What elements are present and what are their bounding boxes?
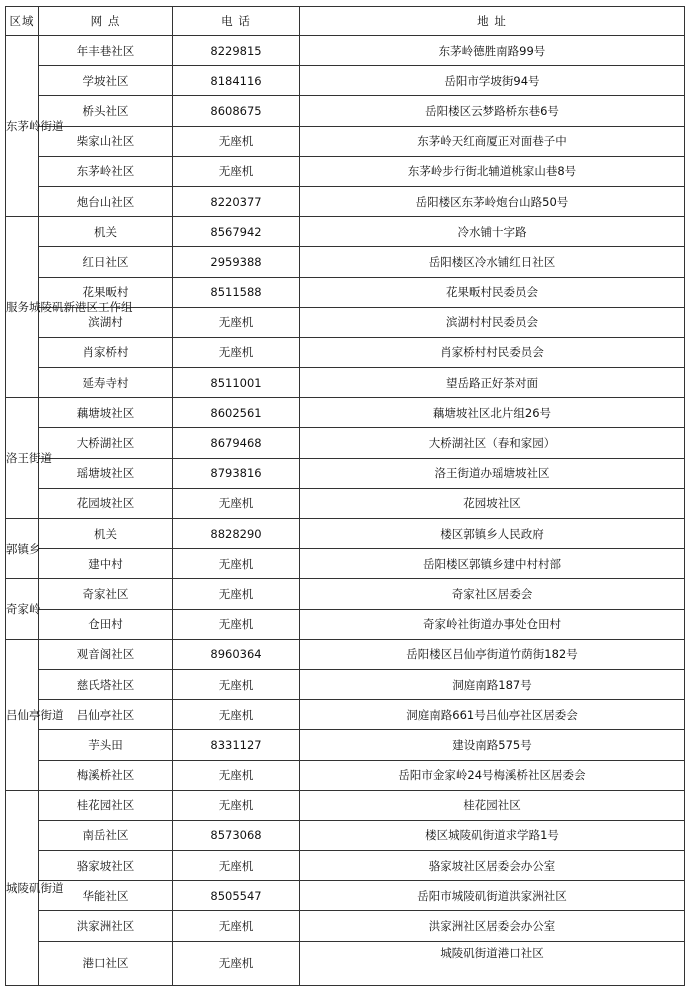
phone-cell: 无座机 [173, 126, 300, 156]
outlet-cell: 花园坡社区 [39, 488, 173, 518]
phone-cell: 无座机 [173, 307, 300, 337]
area-cell [6, 639, 64, 790]
phone-cell: 8505547 [173, 881, 300, 911]
address-cell: 岳阳市金家岭24号梅溪桥社区居委会 [300, 760, 685, 790]
address-cell: 肖家桥村村民委员会 [300, 337, 685, 367]
table-row [6, 368, 685, 398]
address-cell: 楼区城陵矶街道求学路1号 [300, 820, 685, 850]
phone-cell: 无座机 [173, 579, 300, 609]
table-row [6, 609, 685, 639]
address-cell: 岳阳楼区冷水铺红日社区 [300, 247, 685, 277]
outlet-cell: 红日社区 [39, 247, 173, 277]
phone-cell: 8960364 [173, 639, 300, 669]
phone-cell: 无座机 [173, 760, 300, 790]
area-label: 东茅岭街道 [6, 119, 64, 134]
phone-cell: 8602561 [173, 398, 300, 428]
table-row [6, 700, 685, 730]
address-cell: 东茅岭步行街北辅道桃家山巷8号 [300, 156, 685, 186]
outlet-cell: 慈氏塔社区 [39, 669, 173, 699]
phone-cell: 8511001 [173, 368, 300, 398]
table-row [6, 126, 685, 156]
address-cell: 骆家坡社区居委会办公室 [300, 851, 685, 881]
phone-cell: 8229815 [173, 36, 300, 66]
address-cell: 洞庭南路187号 [300, 669, 685, 699]
outlet-cell: 观音阁社区 [39, 639, 173, 669]
table-row [6, 488, 685, 518]
area-cell [6, 398, 52, 519]
table-row [6, 881, 685, 911]
phone-cell: 2959388 [173, 247, 300, 277]
area-label: 吕仙亭街道 [6, 707, 64, 722]
header-area: 区域 [6, 7, 39, 36]
table-row [6, 669, 685, 699]
table-row [6, 549, 685, 579]
outlet-cell: 瑶塘坡社区 [39, 458, 173, 488]
address-cell: 奇家社区居委会 [300, 579, 685, 609]
outlet-cell: 仓田村 [39, 609, 173, 639]
table-row [6, 579, 685, 609]
address-cell: 花园坡社区 [300, 488, 685, 518]
outlet-cell: 桥头社区 [39, 96, 173, 126]
address-cell: 建设南路575号 [300, 730, 685, 760]
table-row [6, 458, 685, 488]
outlet-cell: 吕仙亭社区 [39, 700, 173, 730]
address-cell: 城陵矶街道港口社区 [300, 941, 685, 985]
header-outlet: 网 点 [39, 7, 173, 36]
outlet-cell: 桂花园社区 [39, 790, 173, 820]
phone-cell: 无座机 [173, 790, 300, 820]
area-label: 洛王街道 [6, 451, 52, 466]
table-row [6, 66, 685, 96]
outlet-cell: 奇家社区 [39, 579, 173, 609]
header-address: 地 址 [300, 7, 685, 36]
area-label: 城陵矶街道 [6, 880, 64, 895]
address-cell: 大桥湖社区（春和家园） [300, 428, 685, 458]
phone-cell: 无座机 [173, 609, 300, 639]
address-cell: 岳阳楼区云梦路桥东巷6号 [300, 96, 685, 126]
table-row [6, 428, 685, 458]
outlet-cell: 肖家桥村 [39, 337, 173, 367]
outlet-cell: 机关 [39, 519, 173, 549]
table-row [6, 730, 685, 760]
outlet-cell: 机关 [39, 217, 173, 247]
outlet-cell: 芋头田 [39, 730, 173, 760]
outlet-cell: 延寿寺村 [39, 368, 173, 398]
outlet-cell: 滨湖村 [39, 307, 173, 337]
area-label: 郭镇乡 [6, 541, 41, 556]
outlet-cell: 建中村 [39, 549, 173, 579]
address-cell: 岳阳市城陵矶街道洪家洲社区 [300, 881, 685, 911]
table-row [6, 156, 685, 186]
phone-cell: 8608675 [173, 96, 300, 126]
address-cell: 洪家洲社区居委会办公室 [300, 911, 685, 941]
table-row [6, 96, 685, 126]
phone-cell: 8331127 [173, 730, 300, 760]
address-cell: 岳阳楼区郭镇乡建中村村部 [300, 549, 685, 579]
address-cell: 楼区郭镇乡人民政府 [300, 519, 685, 549]
address-cell: 冷水铺十字路 [300, 217, 685, 247]
address-cell: 奇家岭社街道办事处仓田村 [300, 609, 685, 639]
table-row [6, 851, 685, 881]
outlet-cell: 洪家洲社区 [39, 911, 173, 941]
outlet-cell: 炮台山社区 [39, 186, 173, 216]
phone-cell: 8220377 [173, 186, 300, 216]
phone-cell: 无座机 [173, 700, 300, 730]
table-row [6, 217, 685, 247]
area-cell [6, 790, 64, 985]
header-row [6, 7, 685, 36]
table-row [6, 186, 685, 216]
outlet-cell: 柴家山社区 [39, 126, 173, 156]
phone-cell: 无座机 [173, 911, 300, 941]
address-cell: 洛王街道办瑶塘坡社区 [300, 458, 685, 488]
phone-cell: 8573068 [173, 820, 300, 850]
outlet-cell: 年丰巷社区 [39, 36, 173, 66]
phone-cell: 无座机 [173, 156, 300, 186]
phone-cell: 无座机 [173, 337, 300, 367]
header-phone: 电 话 [173, 7, 300, 36]
phone-cell: 8184116 [173, 66, 300, 96]
table-body [6, 36, 685, 986]
table-row [6, 247, 685, 277]
phone-cell: 8828290 [173, 519, 300, 549]
area-cell [6, 519, 39, 579]
outlet-cell: 大桥湖社区 [39, 428, 173, 458]
table-row [6, 519, 685, 549]
table-row [6, 337, 685, 367]
address-cell: 桂花园社区 [300, 790, 685, 820]
outlet-cell: 藕塘坡社区 [39, 398, 173, 428]
address-cell: 东茅岭德胜南路99号 [300, 36, 685, 66]
directory-table [5, 6, 685, 986]
address-cell: 东茅岭天红商厦正对面巷子中 [300, 126, 685, 156]
table-row [6, 36, 685, 66]
address-cell: 岳阳市学坡街94号 [300, 66, 685, 96]
phone-cell: 无座机 [173, 669, 300, 699]
address-cell: 望岳路正好茶对面 [300, 368, 685, 398]
outlet-cell: 学坡社区 [39, 66, 173, 96]
area-label: 服务城陵矶新港区工作组 [6, 300, 133, 315]
outlet-cell: 华能社区 [39, 881, 173, 911]
address-cell: 岳阳楼区东茅岭炮台山路50号 [300, 186, 685, 216]
phone-cell: 无座机 [173, 941, 300, 985]
table-row [6, 760, 685, 790]
address-cell: 滨湖村村民委员会 [300, 307, 685, 337]
outlet-cell: 花果畈村 [39, 277, 173, 307]
table-row [6, 820, 685, 850]
phone-cell: 无座机 [173, 549, 300, 579]
table-row [6, 911, 685, 941]
outlet-cell: 骆家坡社区 [39, 851, 173, 881]
area-label: 奇家岭 [6, 602, 41, 617]
address-cell: 藕塘坡社区北片组26号 [300, 398, 685, 428]
area-cell [6, 36, 64, 217]
address-cell: 岳阳楼区吕仙亭街道竹荫街182号 [300, 639, 685, 669]
table-row [6, 398, 685, 428]
table-row [6, 639, 685, 669]
phone-cell: 无座机 [173, 488, 300, 518]
address-cell: 洞庭南路661号吕仙亭社区居委会 [300, 700, 685, 730]
outlet-cell: 港口社区 [39, 941, 173, 985]
phone-cell: 无座机 [173, 851, 300, 881]
phone-cell: 8793816 [173, 458, 300, 488]
table-row [6, 941, 685, 985]
phone-cell: 8511588 [173, 277, 300, 307]
table-row [6, 790, 685, 820]
phone-cell: 8679468 [173, 428, 300, 458]
area-cell [6, 579, 39, 639]
address-cell: 花果畈村民委员会 [300, 277, 685, 307]
outlet-cell: 东茅岭社区 [39, 156, 173, 186]
outlet-cell: 梅溪桥社区 [39, 760, 173, 790]
phone-cell: 8567942 [173, 217, 300, 247]
outlet-cell: 南岳社区 [39, 820, 173, 850]
